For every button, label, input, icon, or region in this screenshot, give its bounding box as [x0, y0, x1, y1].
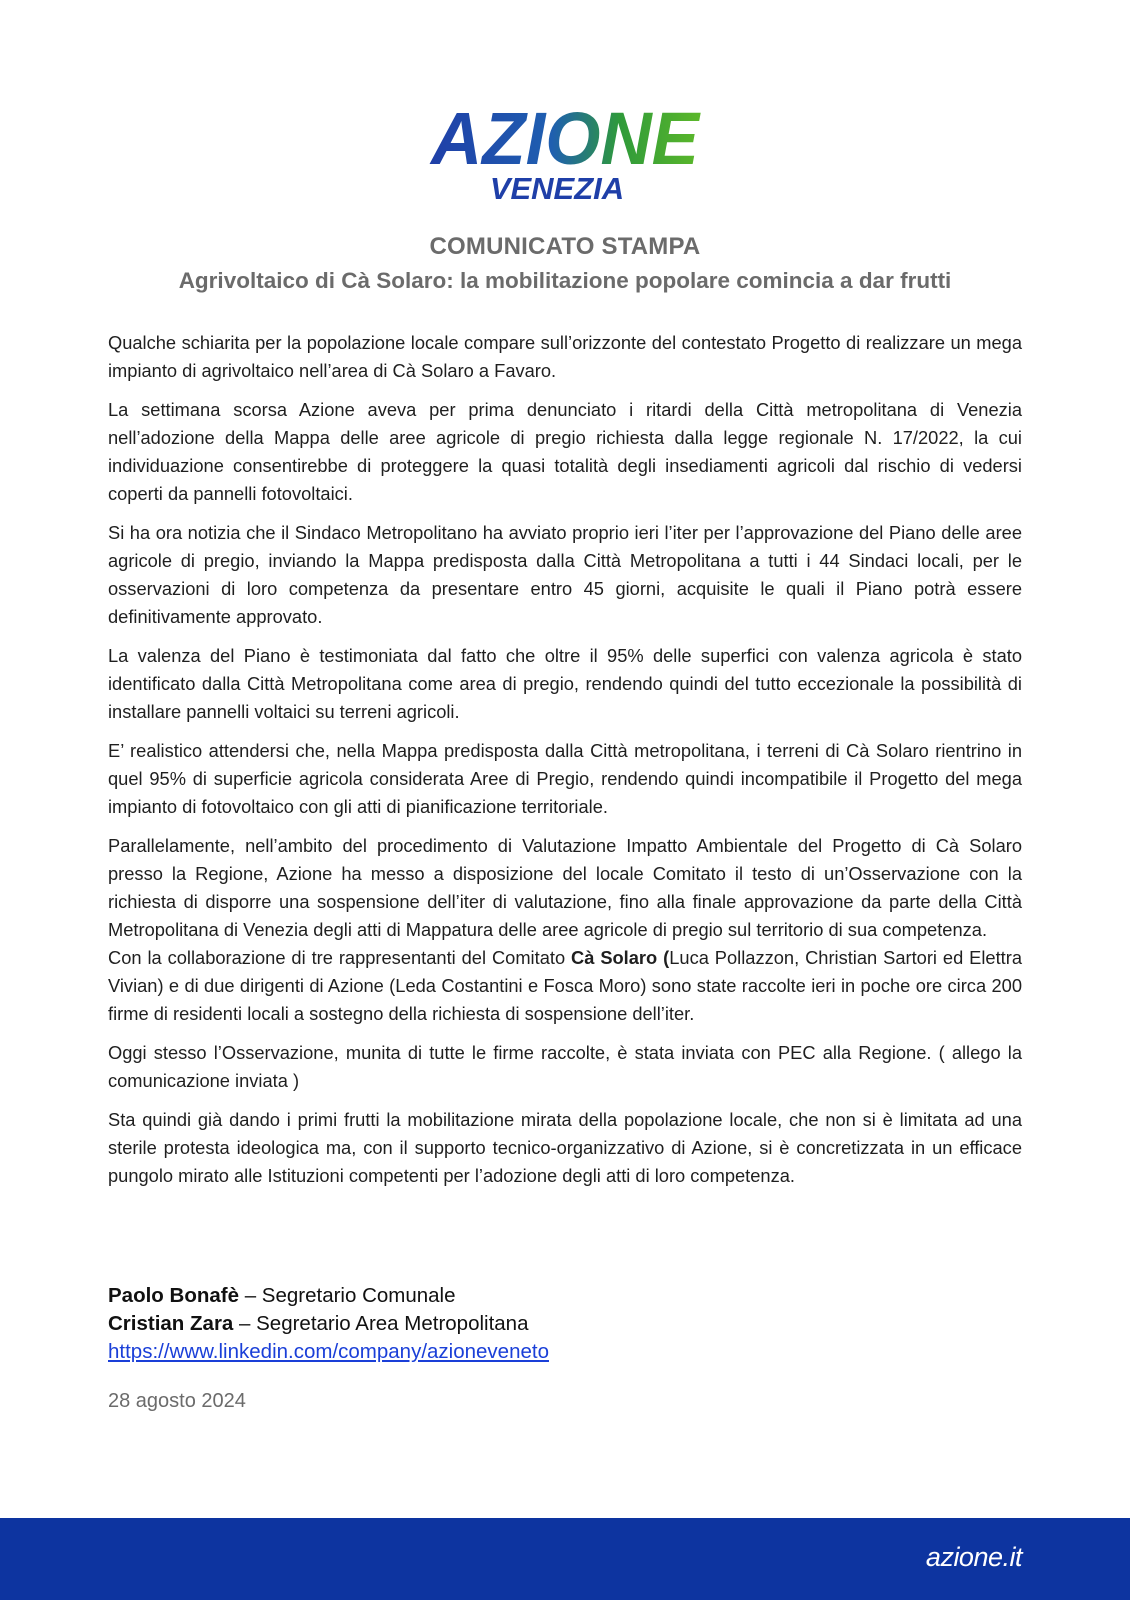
release-date: 28 agosto 2024 — [108, 1390, 246, 1412]
logo-graphic — [405, 98, 725, 213]
logo-subtitle: VENEZIA — [489, 171, 625, 206]
paragraph: Si ha ora notizia che il Sindaco Metropolitano ha avviato proprio ieri l’iter per l’approvazione del Piano delle aree agricole di pregio, inviando la Mappa predisposta dalla Città Metropolitana a tutti i 44 Sindaci locali, per le osservazioni di loro competenza da presentare entro 45 giorni, acquisite le quali il Piano potrà essere definitivamente approvato. — [108, 522, 1022, 627]
press-release-heading — [0, 232, 1130, 296]
article-body — [108, 329, 1022, 1201]
signature-block — [108, 1282, 808, 1366]
paragraph-text: Luca Pollazzon, Christian Sartori ed Elettra Vivian) e di due dirigenti di Azione (Leda Costantini e Fosca Moro) sono state raccolte ieri in poche ore circa 200 firme di residenti locali a sostegno della richiesta di sospensione dell’iter. — [108, 947, 1022, 1024]
azione-venezia-logo — [405, 98, 725, 213]
paragraph: La settimana scorsa Azione aveva per prima denunciato i ritardi della Città metropolitana di Venezia nell’adozione della Mappa delle aree agricole di pregio richiesta dalla legge regionale N. 17/2022, la cui individuazione consentirebbe di proteggere la quasi totalità degli insediamenti agricoli dal rischio di vedersi coperti da pannelli fotovoltaici. — [108, 399, 1022, 504]
signatory — [108, 1282, 808, 1310]
signatory-role: – Segretario Area Metropolitana — [233, 1312, 529, 1335]
footer-bar — [0, 1518, 1130, 1600]
paragraph: La valenza del Piano è testimoniata dal fatto che oltre il 95% delle superfici con valenza agricola è stato identificato dalla Città Metropolitana come area di pregio, rendendo quindi del tutto eccezionale la possibilità di installare pannelli voltaici su terreni agricoli. — [108, 645, 1022, 722]
paragraph: Qualche schiarita per la popolazione locale compare sull’orizzonte del contestato Progetto di realizzare un mega impianto di agrivoltaico nell’area di Cà Solaro a Favaro. — [108, 332, 1022, 381]
page-title: COMUNICATO STAMPA — [429, 233, 701, 260]
logo-wordmark: AZIONE — [429, 98, 702, 180]
page-subtitle: Agrivoltaico di Cà Solaro: la mobilitazione popolare comincia a dar frutti — [178, 268, 952, 293]
footer-site-label: azione.it — [925, 1542, 1022, 1572]
paragraph: Oggi stesso l’Osservazione, munita di tutte le firme raccolte, è stata inviata con PEC alla Regione. ( allego la comunicazione inviata ) — [108, 1042, 1022, 1091]
linkedin-link[interactable]: https://www.linkedin.com/company/azioneveneto — [108, 1340, 549, 1363]
signatory-role: – Segretario Comunale — [239, 1284, 456, 1307]
paragraph: Sta quindi già dando i primi frutti la mobilitazione mirata della popolazione locale, che non si è limitata ad una sterile protesta ideologica ma, con il supporto tecnico-organizzativo di Azione, si è concretizzata in un efficace pungolo mirato alle Istituzioni competenti per l’adozione degli atti di loro competenza. — [108, 1109, 1022, 1186]
paragraph: Parallelamente, nell’ambito del procedimento di Valutazione Impatto Ambientale del Progetto di Cà Solaro presso la Regione, Azione ha messo a disposizione del locale Comitato il testo di un’Osservazione con la richiesta di disporre una sospensione dell’iter di valutazione, fino alla finale approvazione da parte della Città Metropolitana di Venezia degli atti di Mappatura delle aree agricole di pregio sul territorio di sua competenza. — [108, 835, 1022, 940]
paragraph-text: Con la collaborazione di tre rappresentanti del Comitato — [108, 947, 572, 968]
committee-name: Cà Solaro ( — [571, 947, 670, 968]
paragraph: E’ realistico attendersi che, nella Mappa predisposta dalla Città metropolitana, i terreni di Cà Solaro rientrino in quel 95% di superficie agricola considerata Aree di Pregio, rendendo quindi incompatibile il Progetto del mega impianto di fotovoltaico con gli atti di pianificazione territoriale. — [108, 740, 1022, 817]
signatory — [108, 1310, 808, 1338]
paragraph — [108, 944, 1022, 1028]
signatory-name: Cristian Zara — [108, 1312, 234, 1335]
signatory-name: Paolo Bonafè — [108, 1284, 239, 1307]
